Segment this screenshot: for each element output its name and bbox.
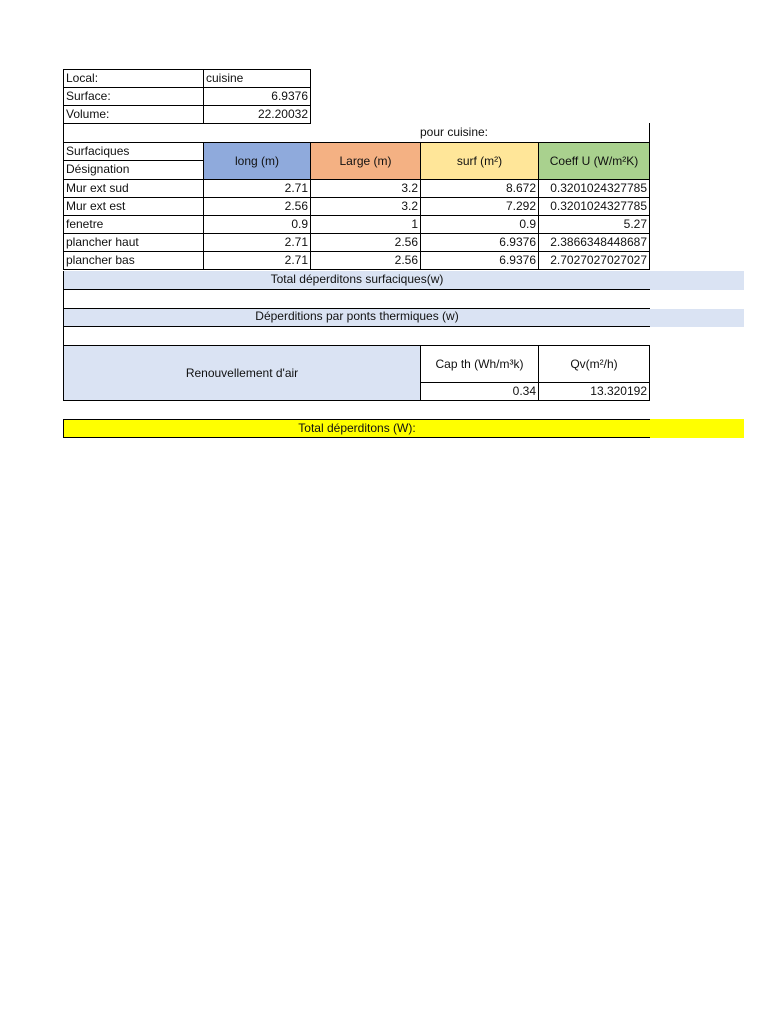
cell-large[interactable]: 2.56: [310, 251, 421, 270]
cell-surf[interactable]: 6.9376: [420, 233, 539, 252]
cell-surf[interactable]: 0.9: [420, 215, 539, 234]
cell-long[interactable]: 0.9: [203, 215, 311, 234]
cell-long[interactable]: 2.71: [203, 179, 311, 198]
cell-coeff[interactable]: 0.3201024327785: [538, 179, 650, 198]
cell-coeff[interactable]: 0.3201024327785: [538, 197, 650, 216]
cell-coeff[interactable]: 2.3866348448687: [538, 233, 650, 252]
cell-surf[interactable]: 6.9376: [420, 251, 539, 270]
header-long: long (m): [203, 142, 311, 180]
cell-large[interactable]: 3.2: [310, 197, 421, 216]
air-qv-value[interactable]: 13.320192: [538, 382, 650, 401]
row-designation: plancher haut: [63, 233, 204, 252]
air-qv-header: Qv(m²/h): [538, 345, 650, 383]
empty-row: [63, 326, 650, 346]
ponts-label: Déperditions par ponts thermiques (w): [63, 308, 650, 327]
header-surf: surf (m²): [420, 142, 539, 180]
cell-long[interactable]: 2.71: [203, 251, 311, 270]
cell-large[interactable]: 2.56: [310, 233, 421, 252]
cell-surf[interactable]: 7.292: [420, 197, 539, 216]
cell-long[interactable]: 2.56: [203, 197, 311, 216]
row-designation: Mur ext sud: [63, 179, 204, 198]
col-surfaciques: Surfaciques: [63, 142, 204, 161]
total-surfaciques-label: Total déperditons surfaciques(w): [63, 271, 650, 290]
local-label: Local:: [63, 69, 204, 88]
cell-coeff[interactable]: 2.7027027027027: [538, 251, 650, 270]
col-designation: Désignation: [63, 160, 204, 180]
header-large: Large (m): [310, 142, 421, 180]
total-label: Total déperditons (W):: [63, 419, 650, 438]
cell-coeff[interactable]: 5.27: [538, 215, 650, 234]
row-designation: plancher bas: [63, 251, 204, 270]
row-designation: fenetre: [63, 215, 204, 234]
cell-long[interactable]: 2.71: [203, 233, 311, 252]
surface-label: Surface:: [63, 87, 204, 106]
air-cap-header: Cap th (Wh/m³k): [420, 345, 539, 383]
header-coeff: Coeff U (W/m²K): [538, 142, 650, 180]
volume-label: Volume:: [63, 105, 204, 124]
surface-value[interactable]: 6.9376: [203, 87, 311, 106]
section-label: pour cuisine:: [419, 125, 489, 139]
volume-value[interactable]: 22.20032: [203, 105, 311, 124]
row-designation: Mur ext est: [63, 197, 204, 216]
section-row: [63, 123, 650, 143]
empty-row: [63, 289, 650, 309]
air-label: Renouvellement d'air: [63, 345, 421, 401]
cell-large[interactable]: 1: [310, 215, 421, 234]
air-cap-value[interactable]: 0.34: [420, 382, 539, 401]
cell-surf[interactable]: 8.672: [420, 179, 539, 198]
cell-large[interactable]: 3.2: [310, 179, 421, 198]
local-value[interactable]: cuisine: [203, 69, 311, 88]
